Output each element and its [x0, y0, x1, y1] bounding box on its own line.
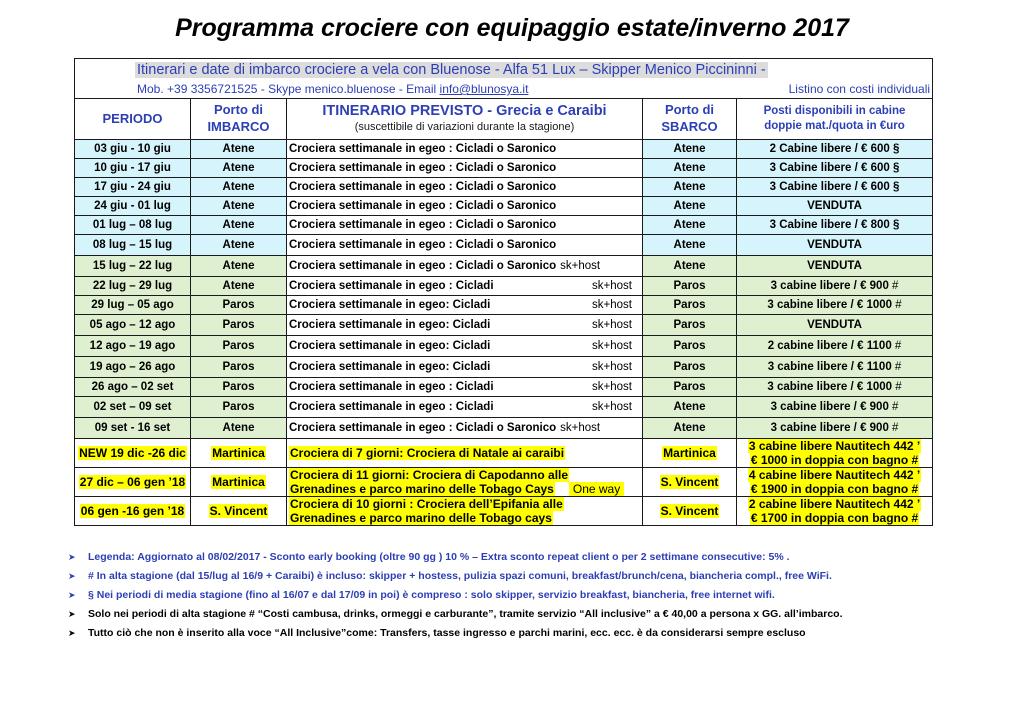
- sk-host-label: sk+host: [560, 422, 601, 434]
- cell-posti: VENDUTA: [737, 197, 933, 216]
- cell-periodo: 10 giu - 17 giu: [75, 159, 191, 178]
- table-row: [75, 296, 933, 315]
- cell-imbarco: Paros: [191, 378, 287, 397]
- email-link[interactable]: info@blunosya.it: [439, 82, 529, 96]
- col-porto-imbarco: Porto di IMBARCO: [191, 99, 287, 140]
- sk-host-label: sk+host: [592, 319, 632, 331]
- arrow-bullet-icon: ➤: [68, 628, 76, 638]
- cell-itinerario: Crociera di 10 giorni : Crociera dell’Epifania alle Grenadines e parco marino delle Tobago cays: [287, 497, 643, 526]
- cell-imbarco: Paros: [191, 336, 287, 357]
- cell-sbarco: Atene: [643, 397, 737, 418]
- col-periodo: PERIODO: [75, 99, 191, 140]
- sk-host-label: sk+host: [560, 260, 601, 272]
- table-row: [75, 357, 933, 378]
- special-rows: [75, 439, 933, 526]
- arrow-bullet-icon: ➤: [68, 552, 76, 562]
- cell-itinerario: Crociera settimanale in egeo : Cicladi o Saronico: [287, 178, 643, 197]
- special-row: [75, 497, 933, 526]
- cell-sbarco: Atene: [643, 178, 737, 197]
- cell-periodo: 09 set - 16 set: [75, 418, 191, 439]
- cell-posti: 3 cabine libere / € 1000 #: [737, 296, 933, 315]
- cell-sbarco: Atene: [643, 140, 737, 159]
- cell-itinerario: Crociera settimanale in egeo : Cicladi o Saronico: [287, 216, 643, 235]
- cell-sbarco: Atene: [643, 159, 737, 178]
- cell-periodo: 03 giu - 10 giu: [75, 140, 191, 159]
- cell-itinerario: Crociera settimanale in egeo : Cicladi o Saronico: [287, 235, 643, 256]
- cell-periodo: 26 ago – 02 set: [75, 378, 191, 397]
- cell-periodo: 05 ago – 12 ago: [75, 315, 191, 336]
- cell-posti: 2 cabine libere Nautitech 442 ’ € 1700 in doppia con bagno #: [737, 497, 933, 526]
- cell-periodo: 27 dic – 06 gen ’18: [75, 468, 191, 497]
- cell-posti: VENDUTA: [737, 256, 933, 277]
- table-row: [75, 397, 933, 418]
- cell-periodo: 17 giu - 24 giu: [75, 178, 191, 197]
- cell-posti: 3 Cabine libere / € 600 §: [737, 178, 933, 197]
- note-item: ➤ Legenda: Aggiornato al 08/02/2017 - Sconto early booking (oltre 90 gg ) 10 % – Extra sconto repeat client o per 2 settimane consecutive: 5% .: [66, 548, 966, 567]
- one-way-label: One way: [569, 482, 624, 496]
- header-row-2: [75, 80, 933, 99]
- sk-host-label: sk+host: [592, 401, 632, 413]
- header-contacts: Mob. +39 3356721525 - Skype menico.bluenose - Email: [137, 82, 437, 96]
- cell-itinerario: Crociera settimanale in egeo : Cicladi sk+host: [287, 378, 643, 397]
- cruise-schedule-table: [74, 58, 933, 526]
- cell-sbarco: S. Vincent: [643, 468, 737, 497]
- table-row: [75, 216, 933, 235]
- table-row: [75, 235, 933, 256]
- mark-hash: #: [892, 401, 899, 413]
- cell-posti: 3 cabine libere / € 1000 #: [737, 378, 933, 397]
- note-item: ➤ Solo nei periodi di alta stagione # “Costi cambusa, drinks, ormeggi e carburante”, tramite servizio “All inclusive” a € 40,00 a persona x GG. all’imbarco.: [66, 605, 966, 624]
- cell-imbarco: Paros: [191, 296, 287, 315]
- cell-itinerario: Crociera settimanale in egeo : Cicladi sk+host: [287, 277, 643, 296]
- cell-itinerario: Crociera settimanale in egeo : Cicladi sk+host: [287, 397, 643, 418]
- table-row: [75, 178, 933, 197]
- col-porto-sbarco: Porto di SBARCO: [643, 99, 737, 140]
- cell-imbarco: Atene: [191, 277, 287, 296]
- cell-sbarco: Atene: [643, 235, 737, 256]
- cell-periodo: 12 ago – 19 ago: [75, 336, 191, 357]
- cell-periodo: 06 gen -16 gen ’18: [75, 497, 191, 526]
- special-row: [75, 468, 933, 497]
- cell-sbarco: Paros: [643, 315, 737, 336]
- cell-imbarco: Paros: [191, 315, 287, 336]
- cell-periodo: NEW 19 dic -26 dic: [75, 439, 191, 468]
- cell-periodo: 24 giu - 01 lug: [75, 197, 191, 216]
- cell-imbarco: Martinica: [191, 468, 287, 497]
- cell-sbarco: Martinica: [643, 439, 737, 468]
- cell-sbarco: Paros: [643, 296, 737, 315]
- notes-list: [66, 548, 966, 643]
- cell-posti: 3 cabine libere / € 1100 #: [737, 357, 933, 378]
- cell-posti: 4 cabine libere Nautitech 442 ’ € 1900 in doppia con bagno #: [737, 468, 933, 497]
- cell-imbarco: S. Vincent: [191, 497, 287, 526]
- table-row: [75, 418, 933, 439]
- sk-host-label: sk+host: [592, 299, 632, 311]
- cell-sbarco: S. Vincent: [643, 497, 737, 526]
- mark-hash: #: [892, 422, 899, 434]
- cell-periodo: 29 lug – 05 ago: [75, 296, 191, 315]
- cell-imbarco: Martinica: [191, 439, 287, 468]
- col-posti: Posti disponibili in cabine doppie mat./quota in €uro: [737, 99, 933, 140]
- cell-sbarco: Atene: [643, 216, 737, 235]
- cell-itinerario: Crociera di 11 giorni: Crociera di Capodanno alle Grenadines e parco marino delle Tobago Cays One way: [287, 468, 643, 497]
- cell-imbarco: Atene: [191, 256, 287, 277]
- mark-hash: #: [892, 280, 899, 292]
- cell-itinerario: Crociera settimanale in egeo : Cicladi o Saronico: [287, 140, 643, 159]
- arrow-bullet-icon: ➤: [68, 590, 76, 600]
- note-item: ➤ # In alta stagione (dal 15/lug al 16/9 + Caraibi) è incluso: skipper + hostess, pulizia spazi comuni, breakfast/brunch/cena, biancheria compl., free WiFi.: [66, 567, 966, 586]
- header-itinerari: Itinerari e date di imbarco crociere a vela con Bluenose - Alfa 51 Lux – Skipper Menico Piccininni -: [137, 61, 766, 78]
- table-row: [75, 197, 933, 216]
- cell-imbarco: Atene: [191, 159, 287, 178]
- cell-sbarco: Paros: [643, 277, 737, 296]
- cell-itinerario: Crociera settimanale in egeo: Cicladi sk+host: [287, 336, 643, 357]
- cell-sbarco: Atene: [643, 197, 737, 216]
- mark-hash: #: [894, 340, 902, 352]
- cell-periodo: 22 lug – 29 lug: [75, 277, 191, 296]
- cell-sbarco: Atene: [643, 418, 737, 439]
- special-row: [75, 439, 933, 468]
- sk-host-label: sk+host: [592, 340, 632, 352]
- cell-itinerario: Crociera settimanale in egeo : Cicladi o Saronico: [287, 197, 643, 216]
- weekly-rows: [75, 140, 933, 439]
- table-row: [75, 277, 933, 296]
- cell-itinerario: Crociera settimanale in egeo: Cicladi sk+host: [287, 315, 643, 336]
- table-row: [75, 140, 933, 159]
- table-row: [75, 315, 933, 336]
- cell-posti: VENDUTA: [737, 235, 933, 256]
- cell-periodo: 02 set – 09 set: [75, 397, 191, 418]
- header-listino: Listino con costi individuali: [788, 82, 931, 96]
- cell-periodo: 15 lug – 22 lug: [75, 256, 191, 277]
- mark-hash: #: [895, 381, 902, 393]
- sk-host-label: sk+host: [592, 381, 632, 393]
- cell-posti: 3 cabine libere Nautitech 442 ’ € 1000 in doppia con bagno #: [737, 439, 933, 468]
- cell-imbarco: Atene: [191, 216, 287, 235]
- cell-itinerario: Crociera settimanale in egeo: Cicladi sk+host: [287, 296, 643, 315]
- arrow-bullet-icon: ➤: [68, 609, 76, 619]
- cell-posti: VENDUTA: [737, 315, 933, 336]
- cell-posti: 3 Cabine libere / € 800 §: [737, 216, 933, 235]
- cell-sbarco: Atene: [643, 256, 737, 277]
- cell-posti: 2 cabine libere / € 1100 #: [737, 336, 933, 357]
- cell-imbarco: Atene: [191, 235, 287, 256]
- cell-periodo: 19 ago – 26 ago: [75, 357, 191, 378]
- table-row: [75, 378, 933, 397]
- sk-host-label: sk+host: [592, 361, 632, 373]
- table-row: [75, 256, 933, 277]
- cell-posti: 3 Cabine libere / € 600 §: [737, 159, 933, 178]
- cell-itinerario: Crociera settimanale in egeo : Cicladi o Saronico sk+host: [287, 418, 643, 439]
- cell-imbarco: Paros: [191, 397, 287, 418]
- cell-sbarco: Paros: [643, 378, 737, 397]
- cell-itinerario: Crociera di 7 giorni: Crociera di Natale ai caraibi: [287, 439, 643, 468]
- mark-hash: #: [894, 361, 902, 373]
- page-title: Programma crociere con equipaggio estate/inverno 2017: [175, 14, 849, 42]
- cell-itinerario: Crociera settimanale in egeo : Cicladi o Saronico: [287, 159, 643, 178]
- cell-periodo: 08 lug – 15 lug: [75, 235, 191, 256]
- cell-posti: 3 cabine libere / € 900 #: [737, 397, 933, 418]
- cell-posti: 3 cabine libere / € 900 #: [737, 418, 933, 439]
- cell-itinerario: Crociera settimanale in egeo: Cicladi sk+host: [287, 357, 643, 378]
- cell-periodo: 01 lug – 08 lug: [75, 216, 191, 235]
- header-row-1: [75, 59, 933, 81]
- note-item: ➤ § Nei periodi di media stagione (fino al 16/07 e dal 17/09 in poi) è compreso : solo skipper, servizio breakfast, biancheria, free internet wifi.: [66, 586, 966, 605]
- cell-sbarco: Paros: [643, 357, 737, 378]
- arrow-bullet-icon: ➤: [68, 571, 76, 581]
- table-row: [75, 336, 933, 357]
- cell-imbarco: Atene: [191, 178, 287, 197]
- cell-imbarco: Atene: [191, 418, 287, 439]
- table-row: [75, 159, 933, 178]
- cell-imbarco: Atene: [191, 197, 287, 216]
- cell-sbarco: Paros: [643, 336, 737, 357]
- cell-posti: 3 cabine libere / € 900 #: [737, 277, 933, 296]
- cell-itinerario: Crociera settimanale in egeo : Cicladi o Saronico sk+host: [287, 256, 643, 277]
- cell-posti: 2 Cabine libere / € 600 §: [737, 140, 933, 159]
- cell-imbarco: Atene: [191, 140, 287, 159]
- mark-hash: #: [895, 299, 902, 311]
- sk-host-label: sk+host: [592, 280, 632, 292]
- column-header-row: [75, 99, 933, 140]
- cell-imbarco: Paros: [191, 357, 287, 378]
- note-item: ➤ Tutto ciò che non è inserito alla voce “All Inclusive”come: Transfers, tasse ingresso e parchi marini, ecc. ecc. è da considerarsi sempre escluso: [66, 624, 966, 643]
- col-itinerario: ITINERARIO PREVISTO - Grecia e Caraibi (suscettibile di variazioni durante la stagione): [287, 99, 643, 140]
